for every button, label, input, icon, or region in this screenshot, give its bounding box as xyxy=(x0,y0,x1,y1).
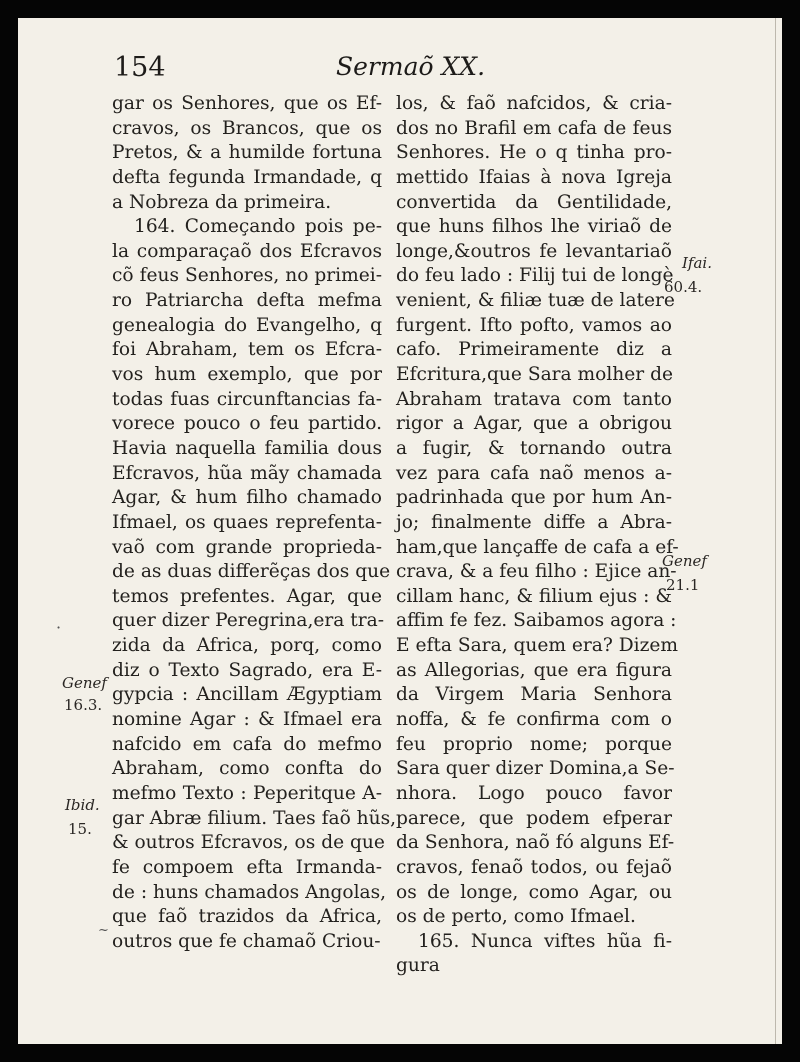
margin-note-genesis-21-ref: 21.1 xyxy=(666,576,700,594)
margin-note-genesis-16-label: Genef xyxy=(62,674,107,692)
text-line: cafo. Primeiramente diz a xyxy=(396,339,672,361)
text-line: Havia naquella familia dous xyxy=(112,437,382,459)
text-line: cõ feus Senhores, no primei- xyxy=(112,265,382,287)
right-text-column xyxy=(396,92,679,979)
text-line: furgent. Ifto pofto, vamos ao xyxy=(396,314,672,336)
text-line: Abraham, como confta do xyxy=(112,758,382,780)
text-line: diz o Texto Sagrado, era E- xyxy=(112,659,382,681)
text-line: nafcido em cafa do mefmo xyxy=(112,733,382,755)
text-line: genealogia do Evangelho, q xyxy=(112,314,382,336)
text-line: defta fegunda Irmandade, q xyxy=(112,166,382,188)
text-line: gar os Senhores, que os Ef- xyxy=(112,93,382,114)
text-line: da Virgem Maria Senhora xyxy=(396,684,672,706)
text-line: ro Patriarcha defta mefma xyxy=(112,290,382,312)
margin-note-genesis-21-label: Genef xyxy=(662,552,707,570)
text-line: que faõ trazidos da Africa, xyxy=(112,906,382,928)
margin-note-ibid-label: Ibid. xyxy=(65,796,100,814)
text-line: que huns filhos lhe viriaõ de xyxy=(396,216,672,238)
text-line: Pretos, & a humilde fortuna xyxy=(112,142,382,164)
text-line: affim fe fez. Saibamos agora : xyxy=(396,610,677,632)
text-line: & outros Efcravos, os de que xyxy=(112,832,385,854)
text-line: vos hum exemplo, que por xyxy=(112,364,382,386)
text-line: parece, que podem efperar xyxy=(396,807,672,829)
text-line: de as duas differẽças dos que xyxy=(112,561,391,583)
text-line: foi Abraham, tem os Efcra- xyxy=(112,339,382,361)
text-line: zida da Africa, porq, como xyxy=(112,635,382,657)
text-line: Senhores. He o q tinha pro- xyxy=(396,142,672,164)
text-line: gura xyxy=(396,955,440,977)
text-line: gypcia : Ancillam Ægyptiam xyxy=(112,684,382,706)
text-line: feu proprio nome; porque xyxy=(396,733,672,755)
page-blemish-mark: · xyxy=(56,618,62,637)
text-line: Abraham tratava com tanto xyxy=(396,388,672,410)
text-line: longe,&outros fe levantariaõ xyxy=(396,240,672,262)
text-line: temos prefentes. Agar, que xyxy=(112,585,382,607)
margin-note-ibid-ref: 15. xyxy=(68,820,92,838)
text-line: padrinhada que por hum An- xyxy=(396,487,672,509)
text-line: mettido Ifaias à nova Igreja xyxy=(396,166,672,188)
text-line: E efta Sara, quem era? Dizem xyxy=(396,635,679,657)
text-line: convertida da Gentilidade, xyxy=(396,191,672,213)
page-blemish-mark: ~ xyxy=(98,923,109,938)
text-line: a fugir, & tornando outra xyxy=(396,437,672,459)
text-line: Agar, & hum filho chamado xyxy=(112,487,382,509)
text-line: nhora. Logo pouco favor xyxy=(396,782,672,804)
text-line: de : huns chamados Angolas, xyxy=(112,881,387,903)
text-line: do feu lado : Filij tui de longè xyxy=(396,265,674,287)
left-text-column xyxy=(112,92,397,954)
text-line: Efcritura,que Sara molher de xyxy=(396,364,673,386)
text-line: cillam hanc, & filium ejus : & xyxy=(396,585,672,607)
text-line: as Allegorias, que era figura xyxy=(396,659,672,681)
text-line: outros que fe chamaõ Criou- xyxy=(112,930,381,952)
margin-note-isaiah-ref: 60.4. xyxy=(664,278,703,296)
text-line: da Senhora, naõ fó alguns Ef- xyxy=(396,832,675,854)
text-line: mefmo Texto : Peperitque A- xyxy=(112,782,382,804)
text-line: venient, & filiæ tuæ de latere xyxy=(396,290,675,312)
text-line: os de perto, como Ifmael. xyxy=(396,906,636,928)
text-line: 164. Começando pois pe- xyxy=(134,216,382,238)
text-line: todas fuas circunftancias fa- xyxy=(112,388,382,410)
text-line: los, & faõ nafcidos, & cria- xyxy=(396,93,672,114)
text-line: Ifmael, os quaes reprefenta- xyxy=(112,511,382,533)
margin-note-genesis-16-ref: 16.3. xyxy=(64,696,103,714)
text-line: cravos, fenaõ todos, ou fejaõ xyxy=(396,856,672,878)
text-line: fe compoem efta Irmanda- xyxy=(112,856,382,878)
text-line: 165. Nunca viftes hũa fi- xyxy=(418,930,672,952)
text-line: gar Abræ filium. Taes faõ hũs, xyxy=(112,807,397,829)
text-line: quer dizer Peregrina,era tra- xyxy=(112,610,385,632)
book-page xyxy=(18,18,782,1044)
text-line: vez para cafa naõ menos a- xyxy=(396,462,672,484)
text-line: vaõ com grande proprieda- xyxy=(112,536,382,558)
text-line: noffa, & fe confirma com o xyxy=(396,709,672,731)
text-line: Sara quer dizer Domina,a Se- xyxy=(396,758,675,780)
running-title: Sermaõ XX. xyxy=(336,52,486,81)
text-line: os de longe, como Agar, ou xyxy=(396,881,672,903)
text-line: cravos, os Brancos, que os xyxy=(112,117,382,139)
text-line: nomine Agar : & Ifmael era xyxy=(112,709,382,731)
page-number: 154 xyxy=(114,52,166,83)
text-line: a Nobreza da primeira. xyxy=(112,191,332,213)
text-line: dos no Brafil em cafa de feus xyxy=(396,117,672,139)
text-line: vorece pouco o feu partido. xyxy=(112,413,382,435)
text-line: la comparaçaõ dos Efcravos xyxy=(112,240,382,262)
text-line: ham,que lançaffe de cafa a ef- xyxy=(396,536,679,558)
text-line: crava, & a feu filho : Ejice an- xyxy=(396,561,677,583)
page-edge-line xyxy=(775,18,776,1044)
text-line: rigor a Agar, que a obrigou xyxy=(396,413,672,435)
text-line: Efcravos, hũa mãy chamada xyxy=(112,462,382,484)
page-header xyxy=(18,48,782,88)
margin-note-isaiah-label: Ifai. xyxy=(682,254,712,272)
text-line: jo; finalmente diffe a Abra- xyxy=(396,511,672,533)
